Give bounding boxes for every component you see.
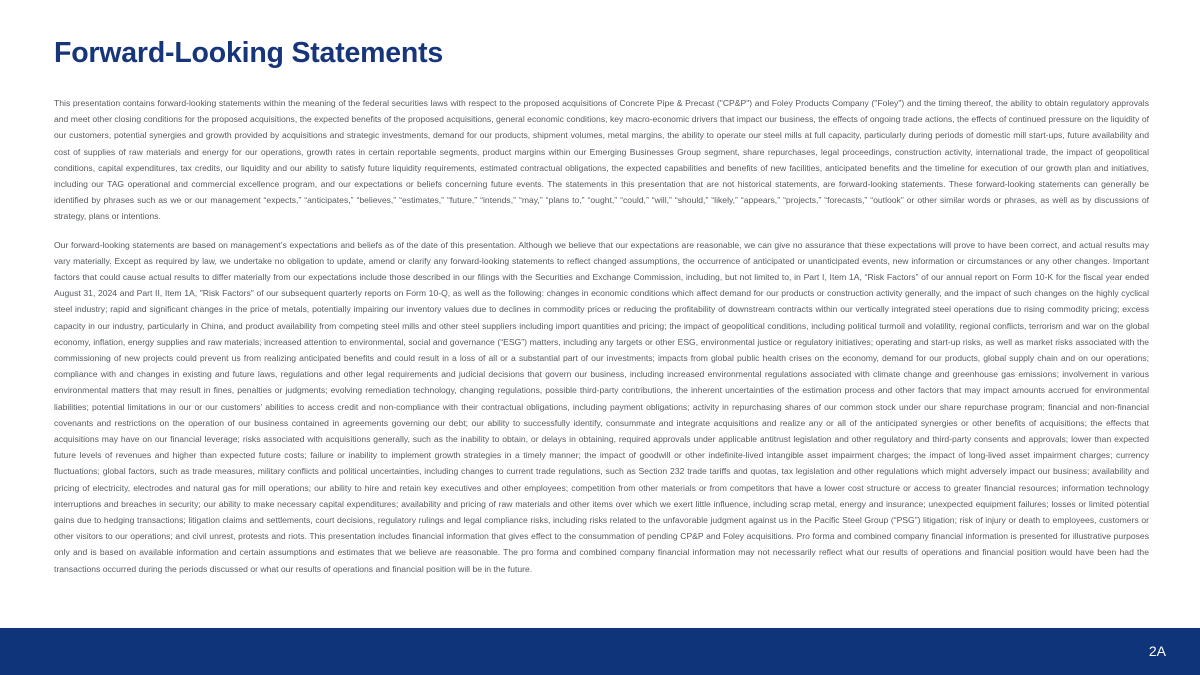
paragraph-forward-looking-intro: This presentation contains forward-looking statements within the meaning of the federal securities laws with respect to the proposed acquisitions of Concrete Pipe & Precast ("CP&P") and Foley Products Company ("Foley") and the timing thereof, the ability to obtain regulatory approvals and meet other closing conditions for the proposed acquisitions, the expected benefits of the proposed acquisitions, general economic conditions, key macro-economic drivers that impact our business, the effects of ongoing trade actions, the effects of continued pressure on the liquidity of our customers, potential synergies and growth provided by acquisitions and strategic investments, demand for our products, shipment volumes, metal margins, the ability to operate our steel mills at full capacity, particularly during periods of domestic mill start-ups, future availability and cost of supplies of raw materials and energy for our operations, growth rates in certain reportable segments, product margins within our Emerging Businesses Group segment, share repurchases, legal proceedings, construction activity, international trade, the impact of geopolitical conditions, capital expenditures, tax credits, our liquidity and our ability to satisfy future liquidity requirements, estimated contractual obligations, the expected capabilities and benefits of new facilities, anticipated benefits and the timeline for execution of our growth plan and initiatives, including our TAG operational and commercial excellence program, and our expectations or beliefs concerning future events. The statements in this presentation that are not historical statements, are forward-looking statements. These forward-looking statements can generally be identified by phrases such as we or our management “expects,” “anticipates,” “believes,” “estimates,” “future,” “intends,” “may,” “plans to,” “ought,” “could,” “will,” “should,” “likely,” “appears,” “projects,” “forecasts,” “outlook” or other similar words or phrases, as well as by discussions of strategy, plans or intentions. [54,98,1149,222]
slide-title: Forward-Looking Statements [54,37,444,69]
page-number: 2A [1148,643,1166,659]
paragraph-expectations-and-risk-factors: Our forward-looking statements are based on management’s expectations and beliefs as of the date of this presentation. Although we believe that our expectations are reasonable, we can give no assurance that these expectations will prove to have been correct, and actual results may vary materially. Except as required by law, we undertake no obligation to update, amend or clarify any forward-looking statements to reflect changed assumptions, the occurrence of anticipated or unanticipated events, new information or circumstances or any other changes. Important factors that could cause actual results to differ materially from our expectations include those described in our filings with the Securities and Exchange Commission, including, but not limited to, in Part I, Item 1A, “Risk Factors” of our annual report on Form 10-K for the fiscal year ended August 31, 2024 and Part II, Item 1A, "Risk Factors" of our subsequent quarterly reports on Form 10-Q, as well as the following: changes in economic conditions which affect demand for our products or construction activity generally, and the impact of such changes on the highly cyclical steel industry; rapid and significant changes in the price of metals, potentially impairing our inventory values due to declines in commodity prices or reducing the profitability of downstream contracts within our vertically integrated steel operations due to rising commodity pricing; excess capacity in our industry, particularly in China, and product availability from competing steel mills and other steel suppliers including import quantities and pricing; the impact of geopolitical conditions, including political turmoil and volatility, regional conflicts, terrorism and war on the global economy, inflation, energy supplies and raw materials; increased attention to environmental, social and governance (“ESG”) matters, including any targets or other ESG, environmental justice or regulatory initiatives; operating and start-up risks, as well as market risks associated with the commissioning of new projects could prevent us from realizing anticipated benefits and could result in a loss of all or a substantial part of our investments; impacts from global public health crises on the economy, demand for our products, global supply chain and on our operations; compliance with and changes in existing and future laws, regulations and other legal requirements and judicial decisions that govern our business, including increased environmental regulations associated with climate change and greenhouse gas emissions; involvement in various environmental matters that may result in fines, penalties or judgments; evolving remediation technology, changing regulations, possible third-party contributions, the inherent uncertainties of the estimation process and other factors that may impact amounts accrued for environmental liabilities; potential limitations in our or our customers’ abilities to access credit and non-compliance with their contractual obligations, including payment obligations; activity in repurchasing shares of our common stock under our share repurchase program; financial and non-financial covenants and restrictions on the operation of our business contained in agreements governing our debt; our ability to successfully identify, consummate and integrate acquisitions and realize any or all of the anticipated synergies or other benefits of acquisitions; the effects that acquisitions may have on our financial leverage; risks associated with acquisitions generally, such as the inability to obtain, or delays in obtaining, required approvals under applicable antitrust legislation and other regulatory and third-party consents and approvals; lower than expected future levels of revenues and higher than expected future costs; failure or inability to implement growth strategies in a timely manner; the impact of goodwill or other indefinite-lived intangible asset impairment charges; the impact of long-lived asset impairment charges; currency fluctuations; global factors, such as trade measures, military conflicts and political uncertainties, including changes to current trade regulations, such as Section 232 trade tariffs and quotas, tax legislation and other regulations which might adversely impact our business; availability and pricing of electricity, electrodes and natural gas for mill operations; our ability to hire and retain key executives and other employees; competition from other materials or from competitors that have a lower cost structure or access to greater financial resources; information technology interruptions and breaches in security; our ability to make necessary capital expenditures; availability and pricing of raw materials and other items over which we exert little influence, including scrap metal, energy and insurance; unexpected equipment failures; losses or limited potential gains due to hedging transactions; litigation claims and settlements, court decisions, regulatory rulings and legal compliance risks, including risks related to the unfavorable judgment against us in the Pacific Steel Group (“PSG”) litigation; risk of injury or death to employees, customers or other visitors to our operations; and civil unrest, protests and riots. This presentation includes financial information that gives effect to the consummation of pending CP&P and Foley acquisitions. Pro forma and combined company financial information is presented for illustrative purposes only and is based on available information and certain assumptions and estimates that we believe are reasonable. The pro forma and combined company financial information may not necessarily reflect what our results of operations and financial position would have been had the transactions occurred during the periods discussed or what our results of operations and financial position will be in the future. [54,239,1149,574]
body-text [54,95,1149,589]
footer-bar [0,628,1200,675]
